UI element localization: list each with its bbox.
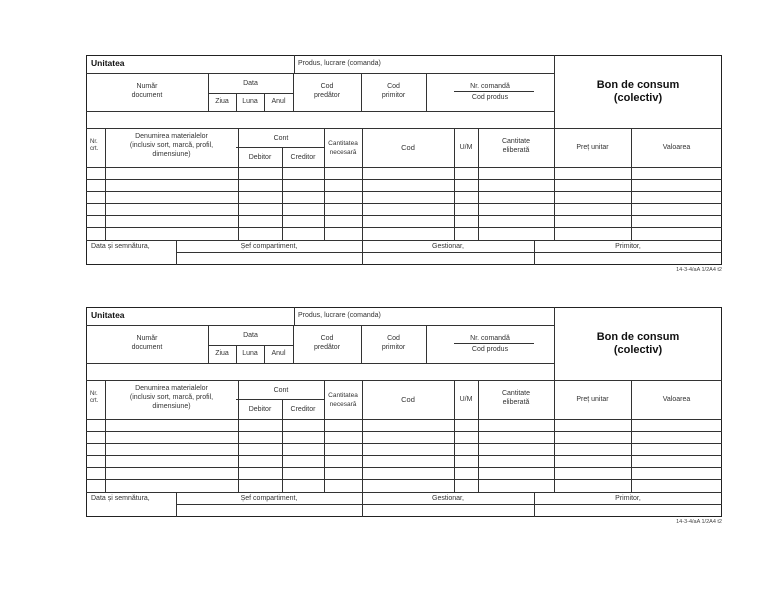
valoarea-label: Valoarea: [662, 144, 691, 151]
ziua-label: Ziua: [215, 350, 229, 357]
gestionar-label: Gestionar,: [432, 243, 464, 250]
data-label: Data: [243, 332, 258, 339]
unitatea-label: Unitatea: [91, 58, 125, 68]
um-label: U/M: [459, 396, 473, 403]
debitor-label: Debitor: [248, 154, 272, 161]
gestionar-label: Gestionar,: [432, 495, 464, 502]
nr-crt-label: Nr. crt.: [90, 391, 99, 404]
sef-compartiment-label: Șef compartiment,: [240, 243, 298, 250]
numar-document-label: Număr document: [131, 335, 163, 351]
pret-unitar-label: Preț unitar: [576, 144, 609, 151]
cantitatea-necesara-label: Cantitatea necesară: [328, 392, 358, 408]
cod-label: Cod: [401, 143, 415, 152]
anul-label: Anul: [271, 350, 286, 357]
form-title-line2: (colectiv): [613, 344, 663, 356]
luna-label: Luna: [242, 350, 258, 357]
luna-label: Luna: [242, 98, 258, 105]
form-title: [554, 79, 722, 105]
um-label: U/M: [459, 144, 473, 151]
data-label: Data: [243, 80, 258, 87]
nr-crt-label: Nr. crt.: [90, 139, 99, 152]
form-title-line2: (colectiv): [613, 92, 663, 104]
creditor-label: Creditor: [290, 154, 316, 161]
sef-compartiment-label: Șef compartiment,: [240, 495, 298, 502]
cantitatea-necesara-label: Cantitatea necesară: [328, 140, 358, 156]
cod-label: Cod: [401, 395, 415, 404]
data-semnatura-label: Data și semnătura,: [91, 495, 150, 502]
cod-primitor-label: Cod primitor: [381, 335, 406, 351]
form-code: 14-3-4/aA 1/2A4 t2: [676, 519, 722, 525]
produs-label: Produs, lucrare (comanda): [298, 312, 381, 319]
cod-predator-label: Cod predător: [313, 83, 341, 99]
cod-produs-label: Cod produs: [471, 346, 509, 353]
pret-unitar-label: Preț unitar: [576, 396, 609, 403]
cod-predator-label: Cod predător: [313, 335, 341, 351]
cantitatea-eliberata-label: Cantitate eliberată: [501, 390, 531, 406]
primitor-label: Primitor,: [615, 243, 641, 250]
nr-comanda-label: Nr. comandă: [470, 335, 510, 342]
nr-comanda-label: Nr. comandă: [470, 83, 510, 90]
ziua-label: Ziua: [215, 98, 229, 105]
anul-label: Anul: [271, 98, 286, 105]
cont-label: Cont: [273, 387, 289, 394]
cod-primitor-label: Cod primitor: [381, 83, 406, 99]
cantitatea-eliberata-label: Cantitate eliberată: [501, 138, 531, 154]
form-title-line1: Bon de consum: [596, 79, 680, 91]
form-code: 14-3-4/aA 1/2A4 t2: [676, 267, 722, 273]
unitatea-label: Unitatea: [91, 310, 125, 320]
produs-label: Produs, lucrare (comanda): [298, 60, 381, 67]
denumirea-label: Denumirea materialelor (inclusiv sort, marcă, profil, dimensiune): [129, 385, 214, 410]
denumirea-label: Denumirea materialelor (inclusiv sort, marcă, profil, dimensiune): [129, 133, 214, 158]
creditor-label: Creditor: [290, 406, 316, 413]
valoarea-label: Valoarea: [662, 396, 691, 403]
form-title: [554, 331, 722, 357]
primitor-label: Primitor,: [615, 495, 641, 502]
numar-document-label: Număr document: [131, 83, 163, 99]
cod-produs-label: Cod produs: [471, 94, 509, 101]
form-title-line1: Bon de consum: [596, 331, 680, 343]
debitor-label: Debitor: [248, 406, 272, 413]
data-semnatura-label: Data și semnătura,: [91, 243, 150, 250]
cont-label: Cont: [273, 135, 289, 142]
